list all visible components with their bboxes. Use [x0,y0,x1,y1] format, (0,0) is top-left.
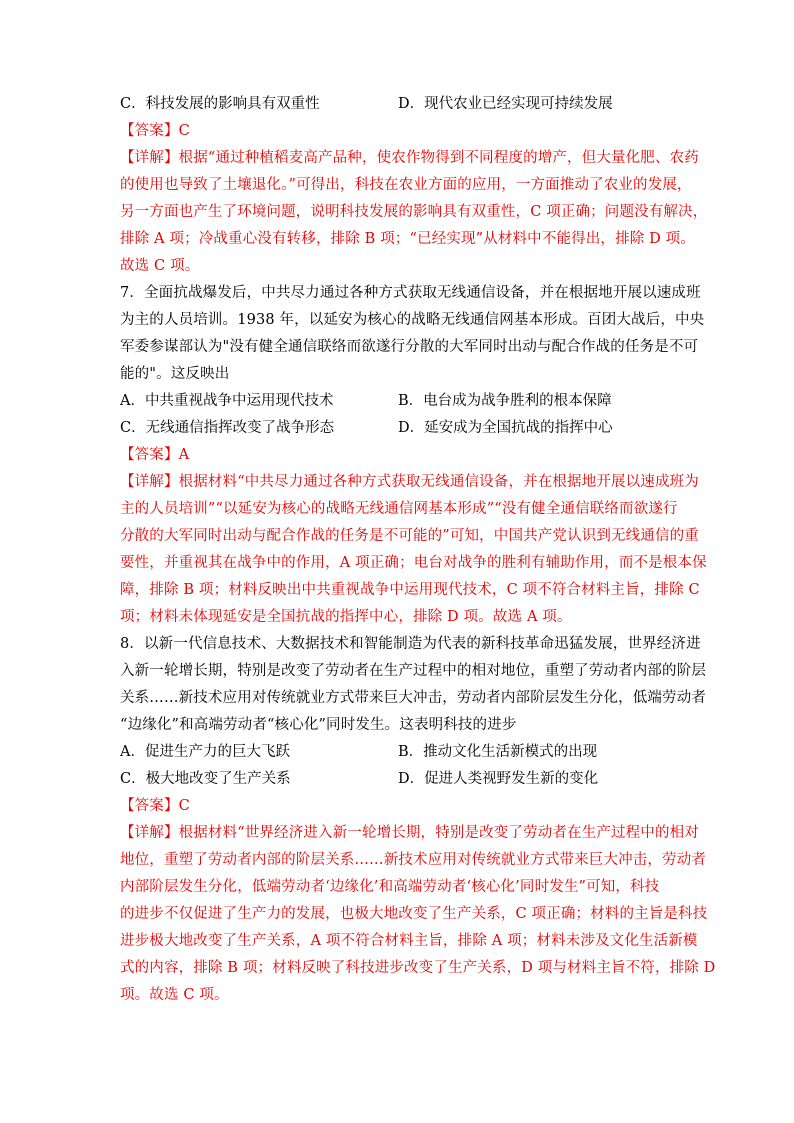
q8-explain-line: 项。故选 C 项。 [120,987,229,1003]
q8-option-a: A．促进生产力的巨大飞跃 [120,744,290,760]
q7-stem-line: 7．全面抗战爆发后，中共尽力通过各种方式获取无线通信设备，并在根据地开展以速成班 [120,285,701,301]
q7-option-d: D．延安成为全国抗战的指挥中心 [398,420,613,436]
q7-answer: 【答案】A [120,447,190,463]
q7-option-c: C．无线通信指挥改变了战争形态 [120,420,335,436]
q6-options-row-cd [120,91,680,118]
q7-explain-line: 【详解】根据材料“中共尽力通过各种方式获取无线通信设备，并在根据地开展以速成班为 [120,474,699,490]
q8-stem-line: 关系……新技术应用对传统就业方式带来巨大冲击，劳动者内部阶层发生分化，低端劳动者 [120,690,706,706]
q7-option-b: B．电台成为战争胜利的根本保障 [398,393,612,409]
q6-explain-line: 排除 A 项；冷战重心没有转移，排除 B 项；“已经实现”从材料中不能得出，排除 D 项。 [120,231,695,247]
q8-option-c: C．极大地改变了生产关系 [120,771,291,787]
q8-stem-line: “边缘化”和高端劳动者“核心化”同时发生。这表明科技的进步 [120,717,517,733]
q8-answer: 【答案】C [120,798,190,814]
q8-explain-line: 进步极大地改变了生产关系，A 项不符合材料主旨，排除 A 项；材料未涉及文化生活新模 [120,933,698,949]
q6-explain-line: 的使用也导致了土壤退化。”可得出，科技在农业方面的应用，一方面推动了农业的发展， [120,177,692,193]
q7-explain-line: 分散的大军同时出动与配合作战的任务是不可能的”可知，中国共产党认识到无线通信的重 [120,528,699,544]
q8-stem-line: 入新一轮增长期，特别是改变了劳动者在生产过程中的相对地位，重塑了劳动者内部的阶层 [120,663,706,679]
q8-explain-line: 的进步不仅促进了生产力的发展，也极大地改变了生产关系，C 项正确；材料的主旨是科技 [120,906,708,922]
q8-explain-line: 【详解】根据材料“世界经济进入新一轮增长期，特别是改变了劳动者在生产过程中的相对 [120,825,699,841]
q7-stem-line: 军委参谋部认为"没有健全通信联络而欲遂行分散的大军同时出动与配合作战的任务是不可 [120,339,699,355]
q6-option-c: C．科技发展的影响具有双重性 [120,96,320,112]
document-page [120,91,716,1009]
q6-explain-line: 故选 C 项。 [120,258,200,274]
q8-explain-line: 式的内容，排除 B 项；材料反映了科技进步改变了生产关系，D 项与材料主旨不符，排除 D [120,960,716,976]
q7-stem-line: 能的"。这反映出 [120,366,230,382]
q8-stem-line: 8．以新一代信息技术、大数据技术和智能制造为代表的新科技革命迅猛发展，世界经济进 [120,636,701,652]
q6-explain-line: 【详解】根据“通过种植稻麦高产品种，使农作物得到不同程度的增产，但大量化肥、农药 [120,150,699,166]
q8-explain-line: 内部阶层发生分化，低端劳动者‘边缘化’和高端劳动者‘核心化’同时发生”可知，科技 [120,879,660,895]
q7-stem-line: 为主的人员培训。1938 年，以延安为核心的战略无线通信网基本形成。百团大战后，中央 [120,312,705,328]
q7-explain-line: 障，排除 B 项；材料反映出中共重视战争中运用现代技术，C 项不符合材料主旨，排除 C [120,582,700,598]
q6-option-d: D．现代农业已经实现可持续发展 [398,96,613,112]
q8-option-d: D．促进人类视野发生新的变化 [398,771,599,787]
q7-options-row-ab [120,388,680,415]
q6-answer: 【答案】C [120,123,190,139]
q8-options-row-cd [120,766,680,793]
q6-explain-line: 另一方面也产生了环境问题，说明科技发展的影响具有双重性，C 项正确；问题没有解决， [120,204,708,220]
q7-explain-line: 主的人员培训”“以延安为核心的战略无线通信网基本形成”“没有健全通信联络而欲遂行 [120,501,678,517]
q7-options-row-cd [120,415,680,442]
q8-options-row-ab [120,739,680,766]
q7-option-a: A．中共重视战争中运用现代技术 [120,393,334,409]
q7-explain-line: 要性，并重视其在战争中的作用，A 项正确；电台对战争的胜利有辅助作用，而不是根本保 [120,555,707,571]
q8-explain-line: 地位，重塑了劳动者内部的阶层关系……新技术应用对传统就业方式带来巨大冲击，劳动者 [120,852,706,868]
q8-option-b: B．推动文化生活新模式的出现 [398,744,598,760]
q7-explain-line: 项；材料未体现延安是全国抗战的指挥中心，排除 D 项。故选 A 项。 [120,609,572,625]
